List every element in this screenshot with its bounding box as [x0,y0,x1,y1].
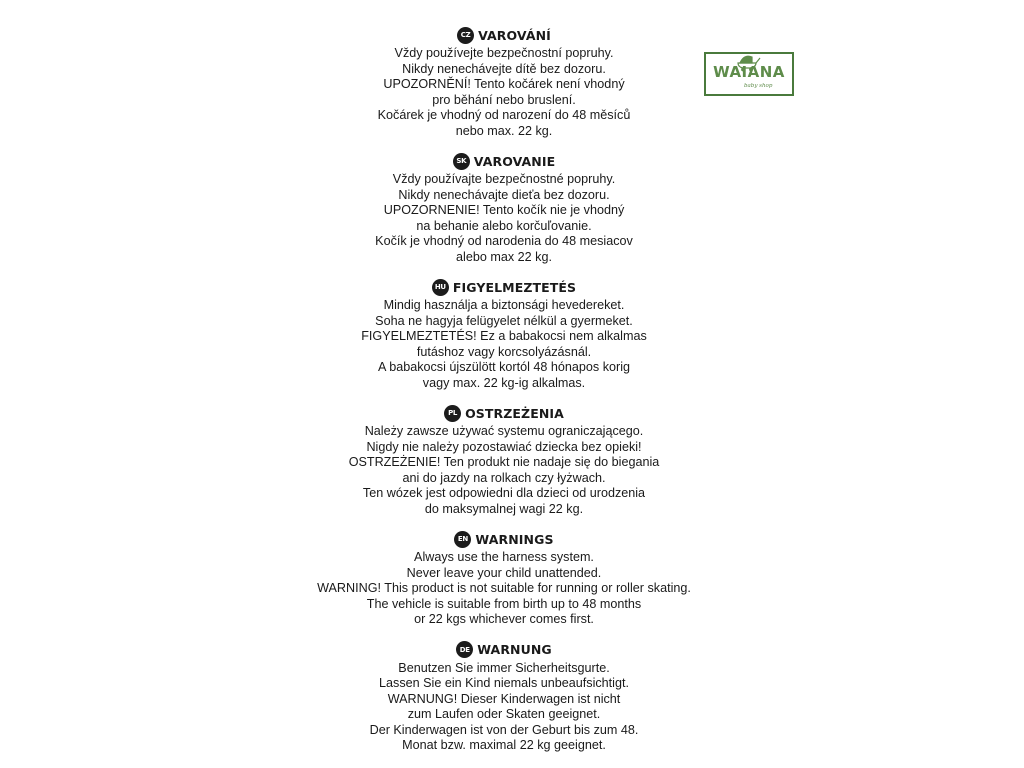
section-title: WARNUNG [477,642,552,657]
text-line: futáshoz vagy korcsolyázásnál. [416,344,592,359]
text-line: Należy zawsze używać systemu ograniczającego. [364,424,644,438]
text-line: OSTRZEŻENIE! Ten produkt nie nadaje się do biegania [348,455,660,469]
section-heading [0,278,1008,296]
section-heading [0,404,1008,422]
section-title: FIGYELMEZTETÉS [452,279,577,295]
warning-section-en [0,530,1008,628]
text-line: do maksymalnej wagi 22 kg. [424,501,584,516]
text-line: Vždy používajte bezpečnostné popruhy. [392,172,616,186]
text-line: Lassen Sie ein Kind niemals unbeaufsichtigt. [379,676,629,690]
text-line: UPOZORNENIE! Tento kočík nie je vhodný [383,203,625,217]
text-line: The vehicle is suitable from birth up to 48 months [366,596,642,611]
text-line: ani do jazdy na rolkach czy łyżwach. [402,470,606,485]
text-line: UPOZORNĚNÍ! Tento kočárek není vhodný [383,77,625,91]
warning-section-de [0,641,1008,754]
text-line: Soha ne hagyja felügyelet nélkül a gyermeket. [375,313,633,328]
text-line: Kočík je vhodný od narodenia do 48 mesiacov [375,234,633,248]
text-line: Nikdy nenechávajte dieťa bez dozoru. [398,187,610,202]
language-badge-de: DE [456,641,473,658]
text-line: Nigdy nie należy pozostawiać dziecka bez opieki! [366,439,642,454]
text-line: Never leave your child unattended. [406,565,602,580]
section-heading [0,26,1008,44]
text-line: Monat bzw. maximal 22 kg geeignet. [402,738,606,752]
warnings-document [0,26,1008,767]
section-title: VAROVÁNÍ [478,27,551,43]
text-line: pro běhání nebo bruslení. [432,92,576,107]
warning-section-sk [0,152,1008,265]
warning-section-cz [0,26,1008,139]
section-heading [0,530,1008,548]
text-line: Mindig használja a biztonsági hevedereket. [383,298,625,312]
text-line: Benutzen Sie immer Sicherheitsgurte. [398,660,610,675]
text-line: Der Kinderwagen ist von der Geburt bis zum 48. [369,722,639,737]
text-line: Ten wózek jest odpowiedni dla dzieci od urodzenia [362,486,646,500]
text-line: WARNING! This product is not suitable for running or roller skating. [317,581,691,595]
language-badge-pl: PL [444,405,461,422]
section-heading [0,641,1008,659]
warning-section-pl [0,404,1008,517]
text-line: Always use the harness system. [414,550,594,564]
section-title: VAROVANIE [473,153,556,169]
text-line: or 22 kgs whichever comes first. [414,612,594,626]
language-badge-cz: CZ [457,27,474,44]
language-badge-en: EN [454,531,471,548]
text-line: Vždy používejte bezpečnostní popruhy. [394,46,614,60]
text-line: vagy max. 22 kg-ig alkalmas. [422,375,586,390]
section-title: WARNINGS [475,531,554,547]
text-line: zum Laufen oder Skaten geeignet. [407,707,601,721]
language-badge-sk: SK [453,153,470,170]
text-line: A babakocsi újszülött kortól 48 hónapos korig [377,360,631,374]
text-line: Kočárek je vhodný od narození do 48 měsíců [377,108,631,122]
text-line: alebo max 22 kg. [456,249,552,264]
brand-tagline: baby shop [744,83,773,89]
brand-name: WAIANA [713,63,785,81]
text-line: FIGYELMEZTETÉS! Ez a babakocsi nem alkalmas [361,329,647,343]
section-title: OSTRZEŻENIA [465,405,564,421]
language-badge-hu: HU [432,279,449,296]
text-line: WARNUNG! Dieser Kinderwagen ist nicht [387,691,621,706]
section-heading [0,152,1008,170]
text-line: na behanie alebo korčuľovanie. [416,218,592,233]
text-line: nebo max. 22 kg. [455,123,553,138]
warning-section-hu [0,278,1008,391]
text-line: Nikdy nenechávejte dítě bez dozoru. [402,61,606,76]
